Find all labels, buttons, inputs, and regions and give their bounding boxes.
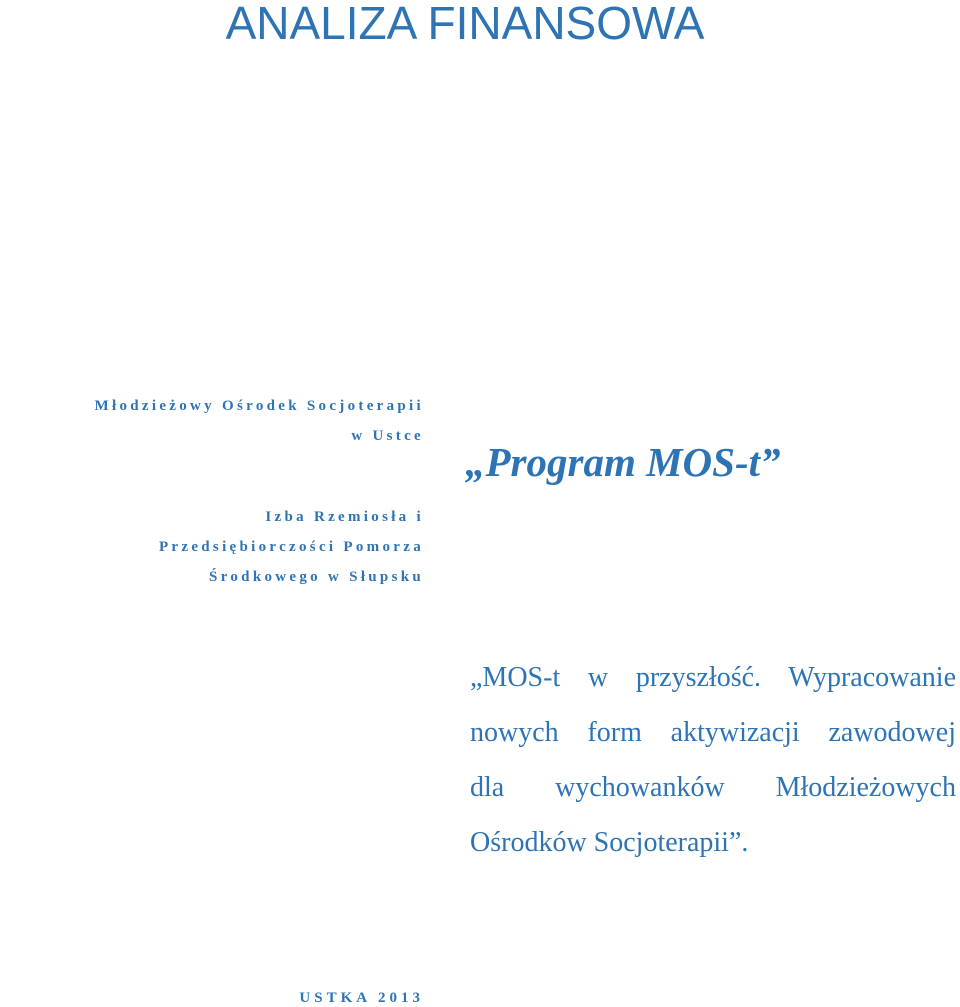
project-description-line-2: nowych form aktywizacji zawodowej	[470, 717, 956, 748]
project-description-line-4: Ośrodków Socjoterapii”.	[470, 827, 749, 858]
partner-organization-line-1: Izba Rzemiosła i	[265, 509, 424, 525]
partner-organization-line-3: Środkowego w Słupsku	[209, 569, 424, 585]
project-description-line-3: dla wychowanków Młodzieżowych	[470, 772, 956, 803]
primary-organization-name: Młodzieżowy Ośrodek Socjoterapii	[94, 398, 424, 414]
primary-organization-location: w Ustce	[351, 428, 424, 444]
project-description	[470, 650, 956, 870]
footer-place-year: USTKA 2013	[299, 990, 424, 1006]
partner-organization-line-2: Przedsiębiorczości Pomorza	[158, 539, 424, 555]
program-name: „Program MOS-t”	[465, 439, 781, 485]
document-title: ANALIZA FINANSOWA	[225, 0, 705, 49]
project-description-line-1: „MOS-t w przyszłość. Wypracowanie	[470, 662, 956, 693]
